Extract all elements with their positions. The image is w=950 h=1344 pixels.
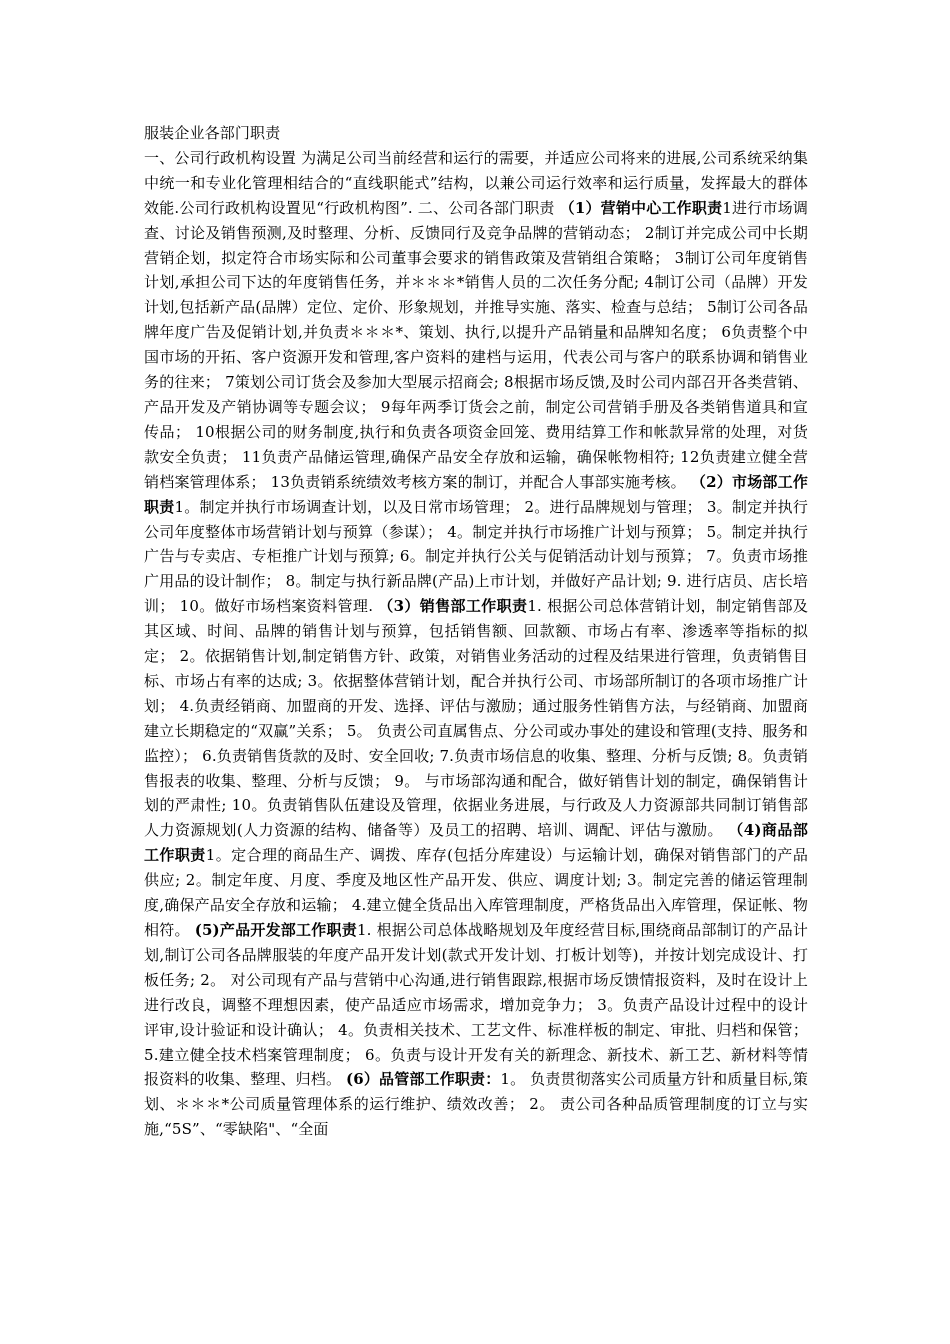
- section-body-market-dept: 1。制定并执行市场调查计划，以及日常市场管理； 2。进行品牌规划与管理； 3。制定并执行公司年度整体市场营销计划与预算（参谋）； 4。制定并执行市场推广计划与预算； 5。制定并执行广告与专卖店、专柜推广计划与预算; 6。制定并执行公关与促销活动计划与预算； 7。负责市场推广用品的设计制作； 8。制定与执行新品牌(产品)上市计划，并做好产品计划; 9. 进行店员、店长培训； 10。做好市场档案资料管理.: [144, 497, 808, 616]
- section-heading-market-dept: （2）市场部工作职责: [144, 472, 809, 516]
- section-body-sales-dept: 1. 根据公司总体营销计划，制定销售部及其区域、时间、品牌的销售计划与预算，包括销售额、回款额、市场占有率、渗透率等指标的拟定； 2。依据销售计划,制定销售方针、政策，对销售业务活动的过程及结果进行管理，负责销售目标、市场占有率的达成; 3。依据整体营销计划，配合并执行公司、市场部所制订的各项市场推广计划； 4.负责经销商、加盟商的开发、选择、评估与激励；通过服务性销售方法，与经销商、加盟商建立长期稳定的“双赢”关系； 5。 负责公司直属售点、分公司或办事处的建设和管理(支持、服务和监控）； 6.负责销售货款的及时、安全回收; 7.负责市场信息的收集、整理、分析与反馈; 8。负责销售报表的收集、整理、分析与反馈； 9。 与市场部沟通和配合，做好销售计划的制定，确保销售计划的严肃性; 10。负责销售队伍建设及管理，依据业务进展，与行政及人力资源部共同制订销售部人力资源规划(人力资源的结构、储备等）及员工的招聘、培训、调配、评估与激励。: [144, 597, 808, 840]
- section-heading-product-dev-dept: (5)产品开发部工作职责: [194, 921, 357, 939]
- document-title: 服装企业各部门职责: [144, 124, 281, 142]
- section-heading-merchandise-dept: （4)商品部工作职责: [144, 821, 808, 865]
- section-heading-sales-dept: （3）销售部工作职责: [378, 597, 528, 616]
- intro-text: 一、公司行政机构设置 为满足公司当前经营和运行的需要，并适应公司将来的进展,公司系统采纳集中统一和专业化管理相结合的“直线职能式”结构，以兼公司运行效率和运行质量，发挥最大的群体效能.公司行政机构设置见“行政机构图”. 二、公司各部门职责: [144, 148, 808, 217]
- section-heading-marketing-center: （1）营销中心工作职责: [559, 198, 723, 217]
- section-body-quality-dept: 1。 负责贯彻落实公司质量方针和质量目标,策划、＊＊＊*公司质量管理体系的运行维护、绩效改善； 2。 责公司各种品质管理制度的订立与实施,“5S”、“零缺陷"、“全面: [144, 1070, 808, 1139]
- section-body-marketing-center: 1进行市场调查、讨论及销售预测,及时整理、分析、反馈同行及竞争品牌的营销动态； 2制订并完成公司中长期营销企划，拟定符合市场实际和公司董事会要求的销售政策及营销组合策略； 3制订公司年度销售计划,承担公司下达的年度销售任务，并＊＊＊*销售人员的二次任务分配; 4制订公司（品牌）开发计划,包括新产品(品牌）定位、定价、形象规划，并推导实施、落实、检查与总结； 5制订公司各品牌年度广告及促销计划,并负责＊＊＊*、策划、执行,以提升产品销量和品牌知名度； 6负责整个中国市场的开拓、客户资源开发和管理,客户资料的建档与运用，代表公司与客户的联系协调和销售业务的往来； 7策划公司订货会及参加大型展示招商会; 8根据市场反馈,及时公司内部召开各类营销、产品开发及产销协调等专题会议； 9每年两季订货会之前，制定公司营销手册及各类销售道具和宣传品； 10根据公司的财务制度,执行和负责各项资金回笼、费用结算工作和帐款异常的处理，对货款安全负责； 11负责产品储运管理,确保产品安全存放和运输，确保帐物相符; 12负责建立健全营销档案管理体系； 13负责销系统绩效考核方案的制订，并配合人事部实施考核。: [144, 198, 809, 491]
- document-paragraph: [144, 146, 808, 1142]
- section-body-merchandise-dept: 1。定合理的商品生产、调拨、库存(包括分库建设）与运输计划，确保对销售部门的产品供应; 2。制定年度、月度、季度及地区性产品开发、供应、调度计划; 3。制定完善的储运管理制度,确保产品安全存放和运输； 4.建立健全货品出入库管理制度，严格货品出入库管理，保证帐、物相符。: [144, 846, 808, 939]
- document-body: [144, 121, 808, 1142]
- section-heading-quality-dept: (6）品管部工作职责：: [346, 1070, 501, 1089]
- section-body-product-dev-dept: 1. 根据公司总体战略规划及年度经营目标,围绕商品部制订的产品计划,制订公司各品牌服装的年度产品开发计划(款式开发计划、打板计划等)，并按计划完成设计、打板任务; 2。 对公司现有产品与营销中心沟通,进行销售跟踪,根据市场反馈情报资料，及时在设计上进行改良，调整不理想因素，使产品适应市场需求，增加竞争力； 3。负责产品设计过程中的设计评审,设计验证和设计确认； 4。负责相关技术、工艺文件、标准样板的制定、审批、归档和保管； 5.建立健全技术档案管理制度； 6。负责与设计开发有关的新理念、新技术、新工艺、新材料等情报资料的收集、整理、归档。: [144, 921, 809, 1089]
